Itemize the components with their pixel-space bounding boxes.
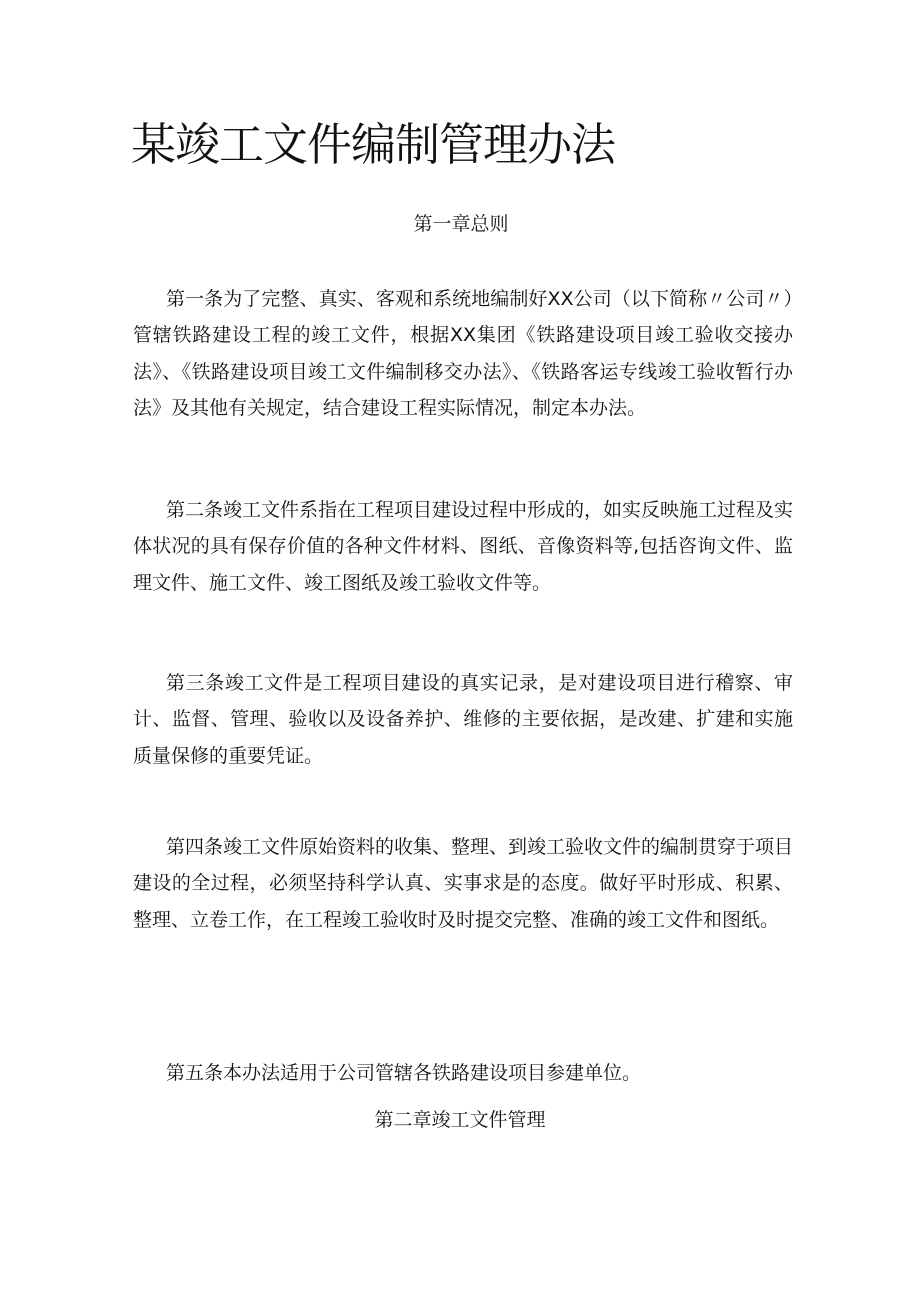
article-1: 第一条为了完整、真实、客观和系统地编制好XX公司（以下简称〃公司〃）管辖铁路建设工程的竣工文件，根据XX集团《铁路建设项目竣工验收交接办法》、《铁路建设项目竣工文件编制移交办法》、《铁路客运专线竣工验收暂行办法》及其他有关规定，结合建设工程实际情况，制定本办法。 [133, 288, 793, 420]
document-title: 某竣工文件编制管理办法 [131, 118, 616, 171]
article-2: 第二条竣工文件系指在工程项目建设过程中形成的，如实反映施工过程及实体状况的具有保存价值的各种文件材料、图纸、音像资料等,包括咨询文件、监理文件、施工文件、竣工图纸及竣工验收文件等。 [133, 499, 794, 594]
article-3: 第三条竣工文件是工程项目建设的真实记录，是对建设项目进行稽察、审计、监督、管理、验收以及设备养护、维修的主要依据，是改建、扩建和实施质量保修的重要凭证。 [133, 672, 793, 767]
chapter-2-heading: 第二章竣工文件管理 [374, 1109, 546, 1131]
chapter-1-heading: 第一章总则 [413, 213, 509, 235]
article-4: 第四条竣工文件原始资料的收集、整理、到竣工验收文件的编制贯穿于项目建设的全过程，必须坚持科学认真、实事求是的态度。做好平时形成、积累、整理、立卷工作，在工程竣工验收时及时提交完整、准确的竣工文件和图纸。 [133, 836, 794, 931]
article-5: 第五条本办法适用于公司管辖各铁路建设项目参建单位。 [166, 1062, 642, 1084]
